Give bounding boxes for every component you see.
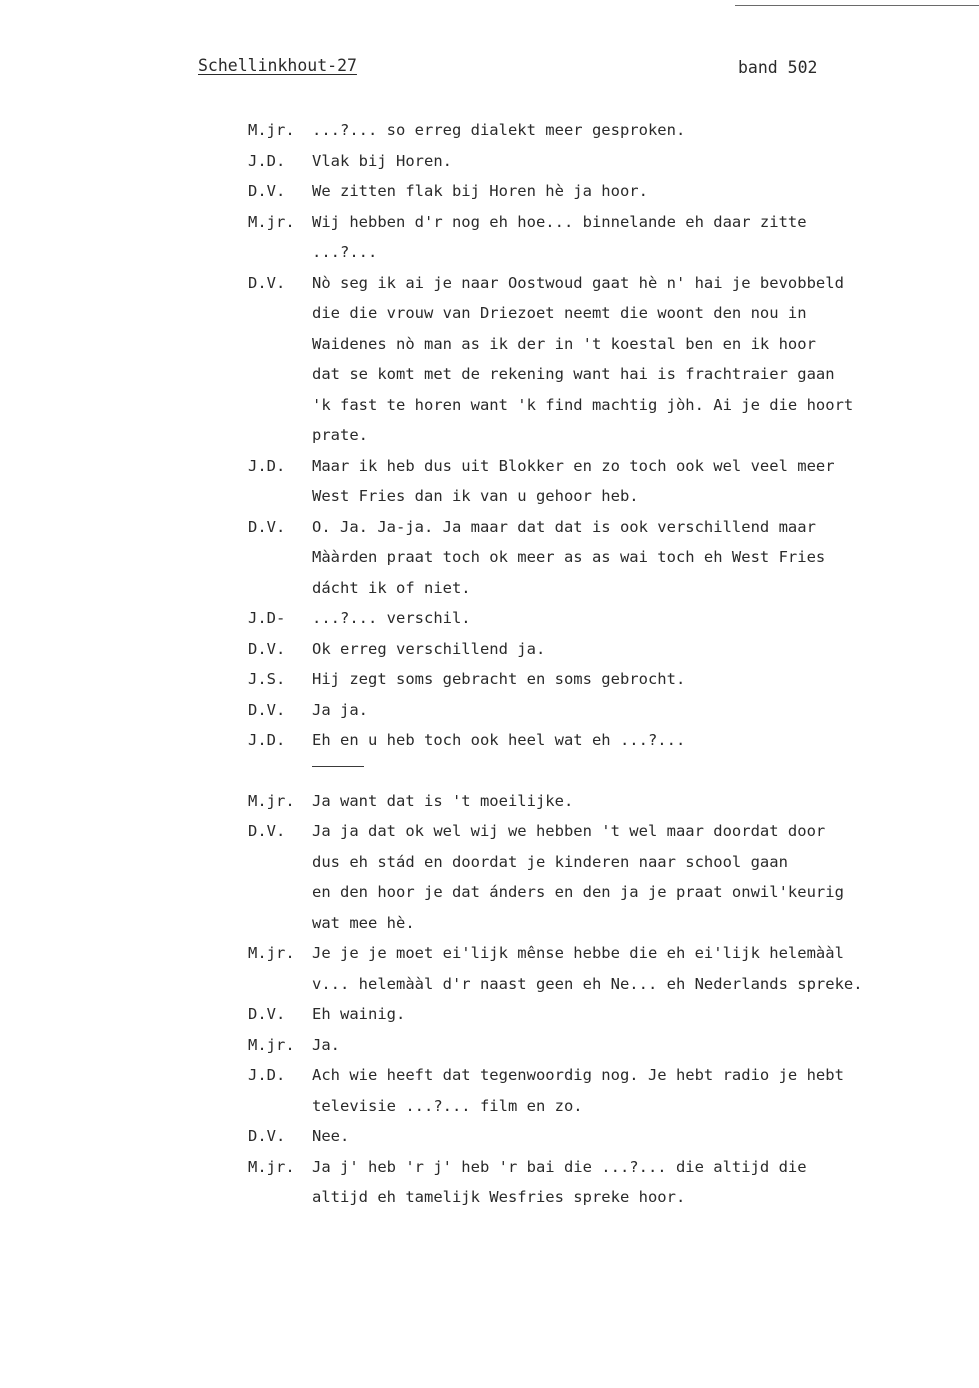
- speaker-label: D.V.: [248, 1005, 286, 1023]
- separator: [248, 756, 948, 786]
- utterance-line: en den hoor je dat ánders en den ja je praat onwil'keurig: [312, 883, 844, 901]
- dialogue-entry: [248, 207, 948, 268]
- utterance-line: Nee.: [312, 1127, 350, 1145]
- utterance-line: Eh wainig.: [312, 1005, 406, 1023]
- utterance: [312, 268, 948, 451]
- dialogue-entry: [248, 1060, 948, 1121]
- dialogue-entry: [248, 999, 948, 1030]
- utterance: [312, 786, 948, 817]
- utterance-line: prate.: [312, 426, 368, 444]
- utterance-line: ...?... so erreg dialekt meer gesproken.: [312, 121, 686, 139]
- utterance-line: Ja.: [312, 1035, 340, 1054]
- utterance: [312, 938, 948, 999]
- dialogue-entry: [248, 634, 948, 665]
- dialogue-entry: [248, 695, 948, 726]
- speaker-label: D.V.: [248, 700, 286, 719]
- utterance-line: ...?...: [312, 243, 378, 261]
- dialogue-group: [248, 115, 948, 756]
- utterance: [312, 725, 948, 756]
- speaker-label: M.jr.: [248, 944, 295, 962]
- utterance-line: Ja want dat is 't moeilijke.: [312, 791, 574, 810]
- utterance: [312, 603, 948, 634]
- utterance-line: Ok erreg verschillend ja.: [312, 639, 546, 658]
- speaker-label: D.V.: [248, 182, 286, 200]
- dialogue-entry: [248, 1152, 948, 1213]
- utterance-line: Je je je moet ei'lijk mênse hebbe die eh ei'lijk helemààl: [312, 944, 844, 962]
- utterance-line: dat se komt met de rekening want hai is frachtraier gaan: [312, 365, 835, 383]
- dialogue-entry: [248, 1030, 948, 1061]
- dialogue-entry: [248, 786, 948, 817]
- dialogue-entry: [248, 268, 948, 451]
- document-location-title: Schellinkhout-27: [198, 56, 357, 75]
- dialogue-entry: [248, 664, 948, 695]
- utterance-line: Mààrden praat toch ok meer as as wai toch eh West Fries: [312, 548, 826, 566]
- dialogue-entry: [248, 146, 948, 177]
- dialogue-entry: [248, 816, 948, 938]
- utterance: [312, 176, 948, 207]
- utterance: [312, 695, 948, 726]
- dialogue-entry: [248, 512, 948, 604]
- dialogue-group: [248, 786, 948, 1213]
- utterance-line: Eh en u heb toch ook heel wat eh ...?...: [312, 731, 686, 749]
- utterance: [312, 1121, 948, 1152]
- transcript-body: [248, 115, 948, 1213]
- utterance: [312, 1060, 948, 1121]
- speaker-label: D.V.: [248, 822, 286, 840]
- utterance-line: Nò seg ik ai je naar Oostwoud gaat hè n' hai je bevobbeld: [312, 273, 844, 292]
- speaker-label: D.V.: [248, 639, 286, 658]
- dialogue-entry: [248, 938, 948, 999]
- utterance: [312, 999, 948, 1030]
- utterance-line: We zitten flak bij Horen hè ja hoor.: [312, 182, 648, 200]
- speaker-label: J.D.: [248, 456, 286, 475]
- utterance-line: Ja ja dat ok wel wij we hebben 't wel maar doordat door: [312, 822, 826, 840]
- utterance-line: Vlak bij Horen.: [312, 151, 452, 170]
- speaker-label: M.jr.: [248, 1157, 295, 1176]
- dialogue-entry: [248, 115, 948, 146]
- dialogue-entry: [248, 725, 948, 756]
- utterance: [312, 451, 948, 512]
- utterance-line: dus eh stád en doordat je kinderen naar school gaan: [312, 852, 788, 871]
- utterance-line: ...?... verschil.: [312, 609, 471, 627]
- dialogue-entry: [248, 176, 948, 207]
- utterance: [312, 146, 948, 177]
- utterance-line: Ach wie heeft dat tegenwoordig nog. Je hebt radio je hebt: [312, 1066, 844, 1084]
- utterance-line: 'k fast te horen want 'k find machtig jòh. Ai je die hoort: [312, 395, 854, 414]
- utterance-line: v... helemààl d'r naast geen eh Ne... eh Nederlands spreke.: [312, 974, 863, 993]
- speaker-label: D.V.: [248, 1127, 286, 1145]
- speaker-label: J.D.: [248, 151, 286, 170]
- utterance-line: wat mee hè.: [312, 913, 415, 932]
- dialogue-entry: [248, 451, 948, 512]
- utterance: [312, 207, 948, 268]
- speaker-label: D.V.: [248, 273, 286, 292]
- speaker-label: J.D.: [248, 731, 286, 749]
- tape-number: band 502: [738, 58, 818, 77]
- speaker-label: M.jr.: [248, 1035, 295, 1054]
- utterance-line: West Fries dan ik van u gehoor heb.: [312, 487, 639, 505]
- utterance: [312, 634, 948, 665]
- utterance-line: die die vrouw van Driezoet neemt die woont den nou in: [312, 304, 807, 322]
- utterance-line: dácht ik of niet.: [312, 578, 471, 597]
- utterance: [312, 664, 948, 695]
- utterance-line: altijd eh tamelijk Wesfries spreke hoor.: [312, 1188, 686, 1206]
- speaker-label: D.V.: [248, 517, 286, 536]
- utterance: [312, 1152, 948, 1213]
- speaker-label: J.D-: [248, 609, 286, 627]
- top-rule: [735, 5, 979, 6]
- utterance-line: O. Ja. Ja-ja. Ja maar dat dat is ook verschillend maar: [312, 517, 816, 536]
- utterance-line: Hij zegt soms gebracht en soms gebrocht.: [312, 670, 686, 688]
- utterance-line: Ja j' heb 'r j' heb 'r bai die ...?... die altijd die: [312, 1157, 807, 1176]
- speaker-label: M.jr.: [248, 121, 295, 139]
- utterance: [312, 1030, 948, 1061]
- utterance-line: Wij hebben d'r nog eh hoe... binnelande eh daar zitte: [312, 212, 807, 231]
- utterance-line: Maar ik heb dus uit Blokker en zo toch ook wel veel meer: [312, 456, 835, 475]
- speaker-label: J.S.: [248, 670, 286, 688]
- dialogue-entry: [248, 603, 948, 634]
- utterance-line: Ja ja.: [312, 700, 368, 719]
- speaker-label: J.D.: [248, 1066, 286, 1084]
- separator-rule: [312, 766, 364, 767]
- speaker-label: M.jr.: [248, 212, 295, 231]
- dialogue-entry: [248, 1121, 948, 1152]
- utterance: [312, 512, 948, 604]
- utterance-line: Waidenes nò man as ik der in 't koestal ben en ik hoor: [312, 334, 816, 353]
- utterance: [312, 816, 948, 938]
- speaker-label: M.jr.: [248, 791, 295, 810]
- utterance: [312, 115, 948, 146]
- utterance-line: televisie ...?... film en zo.: [312, 1096, 583, 1115]
